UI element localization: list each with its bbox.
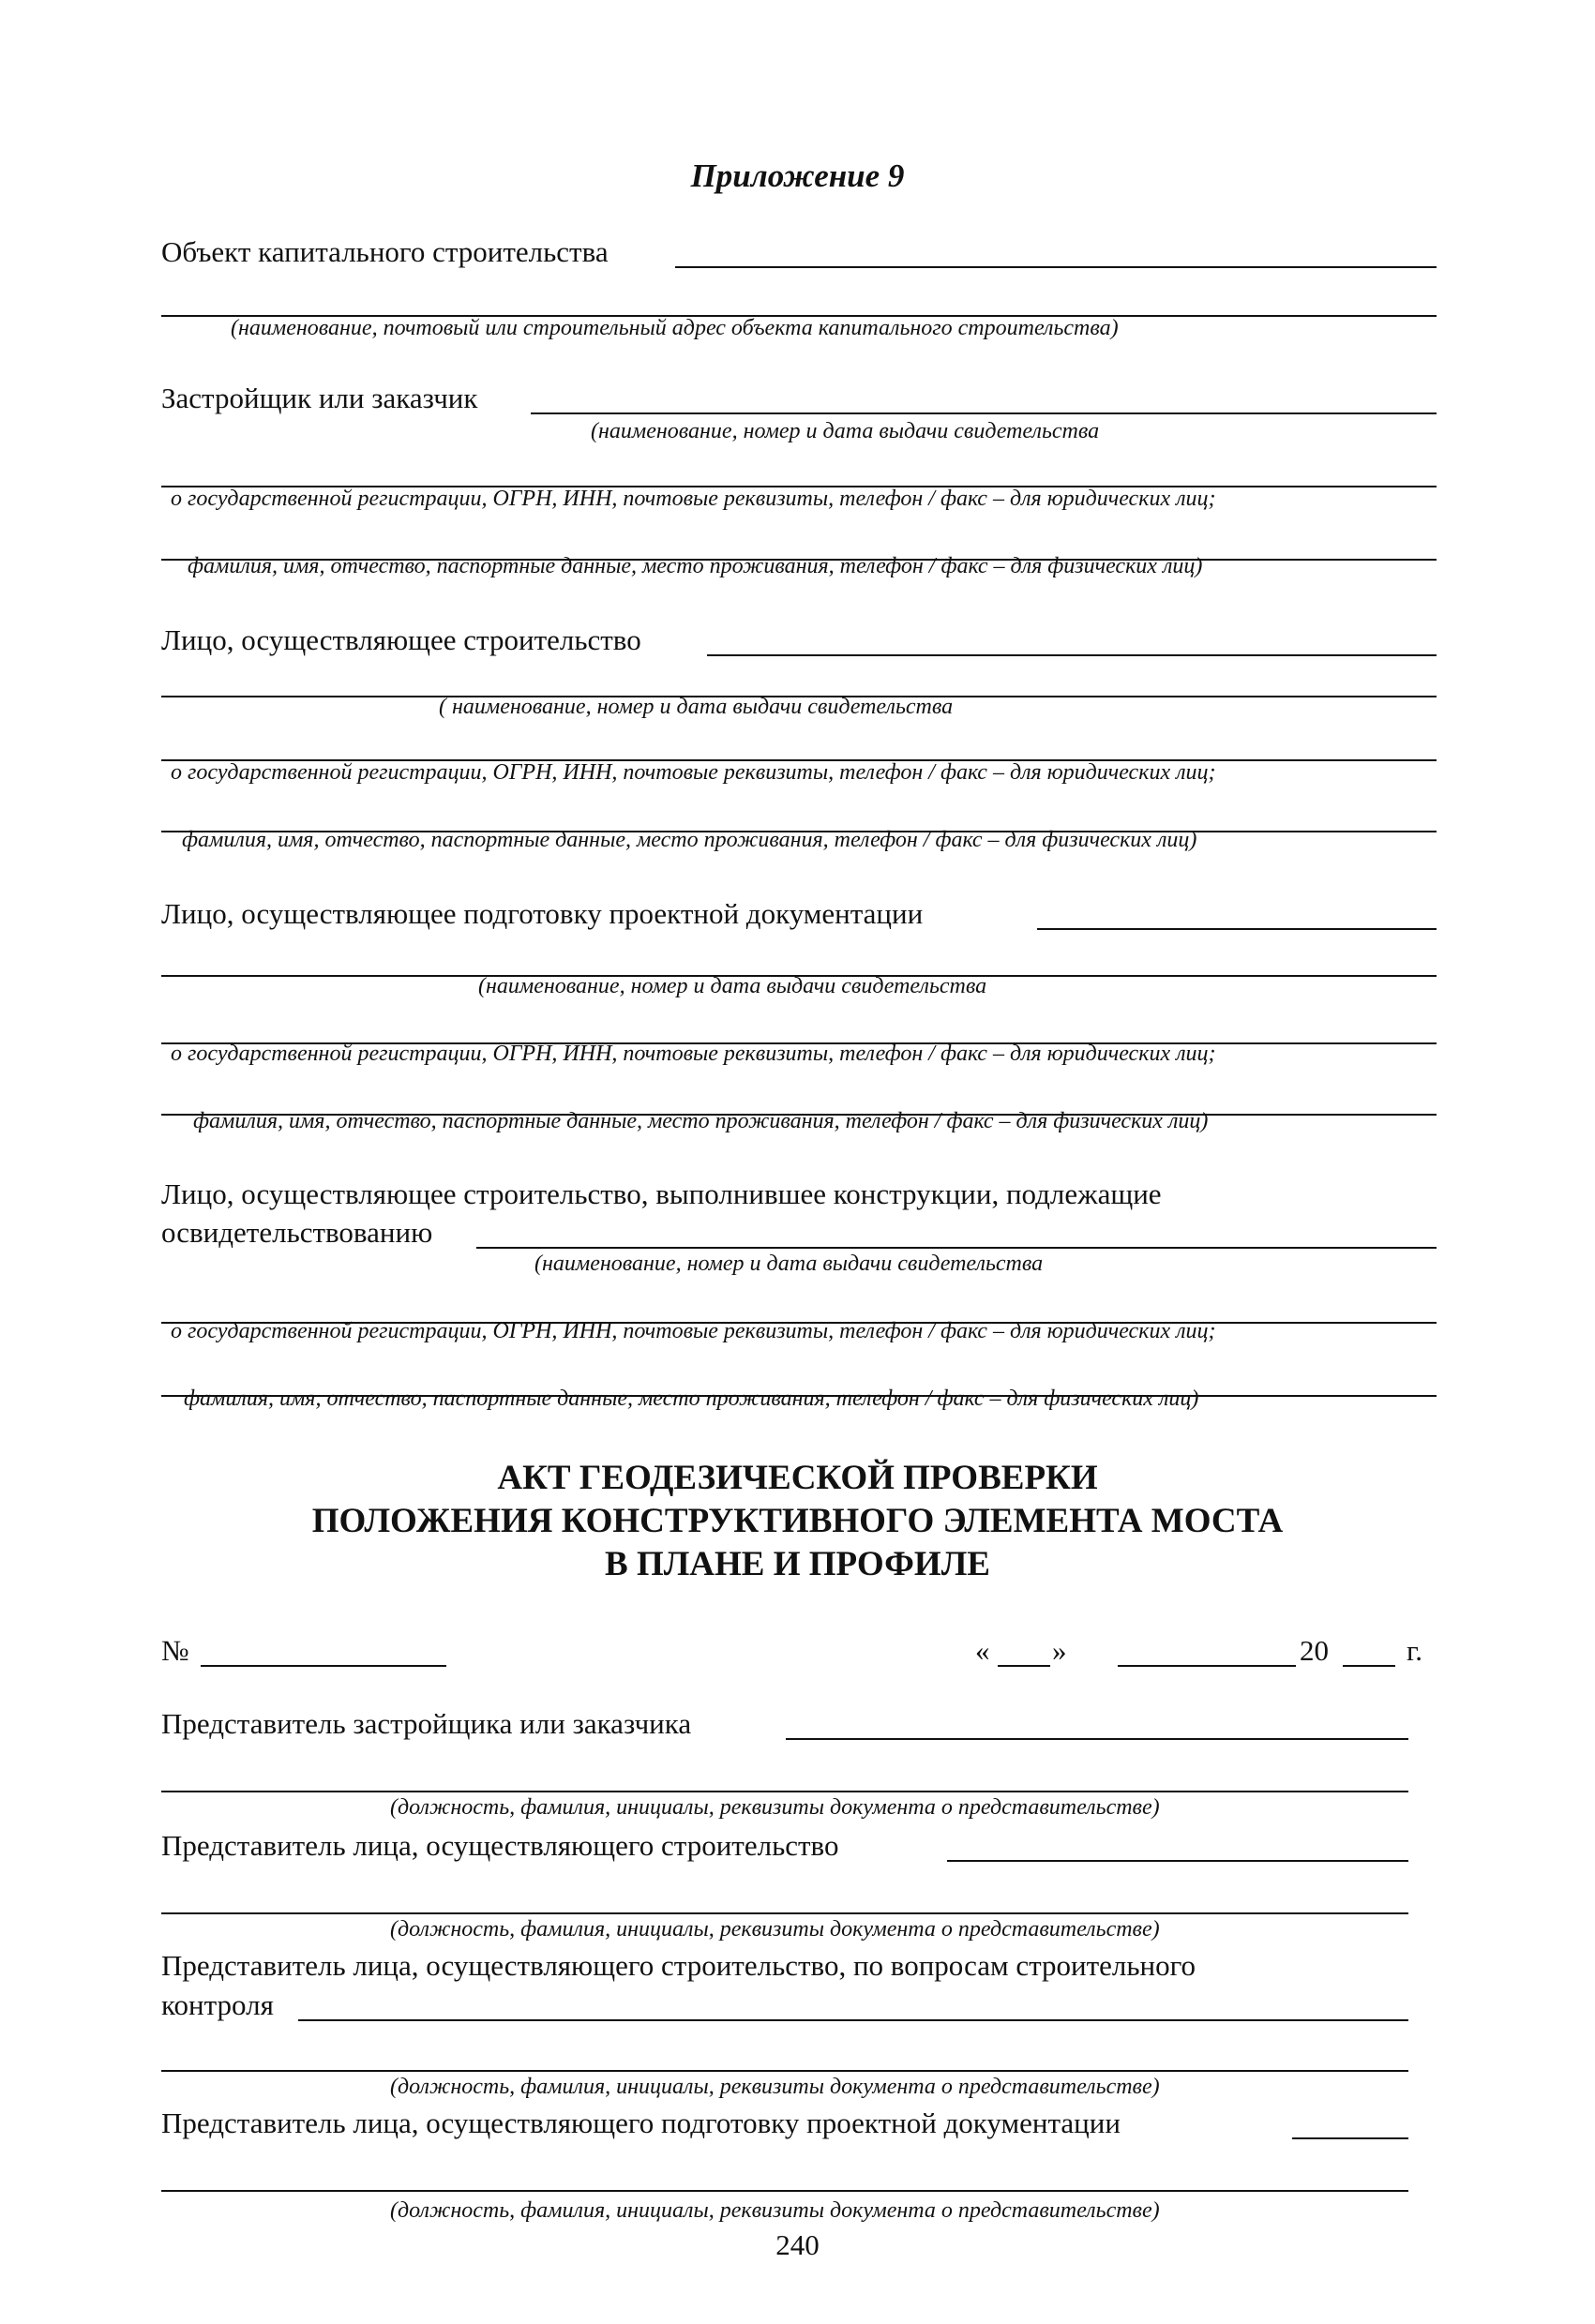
rep-builder-caption: (должность, фамилия, инициалы, реквизиты документа о представительстве) bbox=[390, 1917, 1160, 1942]
date-year-input[interactable] bbox=[1343, 1665, 1395, 1667]
executor-label-line1: Лицо, осуществляющее строительство, выполнившее конструкции, подлежащие bbox=[161, 1177, 1162, 1210]
rep-control-input[interactable] bbox=[298, 2019, 1408, 2021]
date-year-prefix: 20 bbox=[1300, 1634, 1329, 1667]
date-quote-close: » bbox=[1052, 1634, 1067, 1667]
object-caption: (наименование, почтовый или строительный адрес объекта капитального строительства) bbox=[231, 316, 1119, 340]
developer-label: Застройщик или заказчик bbox=[161, 382, 478, 414]
act-title-line3: В ПЛАНЕ И ПРОФИЛЕ bbox=[605, 1545, 990, 1583]
rep-developer-input-2[interactable] bbox=[161, 1791, 1408, 1792]
rep-builder-label: Представитель лица, осуществляющего строительство bbox=[161, 1829, 839, 1862]
designer-caption-1: (наименование, номер и дата выдачи свидетельства bbox=[478, 974, 987, 998]
appendix-title: Приложение 9 bbox=[690, 157, 905, 194]
executor-label-line2: освидетельствованию bbox=[161, 1216, 433, 1249]
date-year-suffix: г. bbox=[1407, 1634, 1422, 1667]
developer-input-line[interactable] bbox=[531, 412, 1437, 414]
object-input-line[interactable] bbox=[675, 266, 1437, 268]
developer-caption-3: фамилия, имя, отчество, паспортные данные, место проживания, телефон / факс – для физических лиц) bbox=[188, 554, 1203, 578]
rep-designer-input-2[interactable] bbox=[161, 2190, 1408, 2192]
act-title-line1: АКТ ГЕОДЕЗИЧЕСКОЙ ПРОВЕРКИ bbox=[497, 1459, 1098, 1497]
rep-control-caption: (должность, фамилия, инициалы, реквизиты документа о представительстве) bbox=[390, 2075, 1160, 2099]
builder-caption-2: о государственной регистрации, ОГРН, ИНН, почтовые реквизиты, телефон / факс – для юридических лиц; bbox=[171, 760, 1216, 785]
rep-designer-caption: (должность, фамилия, инициалы, реквизиты документа о представительстве) bbox=[390, 2198, 1160, 2223]
act-title-line2: ПОЛОЖЕНИЯ КОНСТРУКТИВНОГО ЭЛЕМЕНТА МОСТА bbox=[311, 1502, 1284, 1540]
act-number-sign: № bbox=[161, 1634, 189, 1667]
rep-control-label-line2: контроля bbox=[161, 1988, 274, 2021]
executor-caption-3: фамилия, имя, отчество, паспортные данные, место проживания, телефон / факс – для физических лиц) bbox=[184, 1387, 1199, 1411]
designer-input-line[interactable] bbox=[1037, 928, 1437, 930]
rep-developer-label: Представитель застройщика или заказчика bbox=[161, 1707, 692, 1740]
rep-designer-input[interactable] bbox=[1292, 2137, 1408, 2139]
executor-caption-2: о государственной регистрации, ОГРН, ИНН, почтовые реквизиты, телефон / факс – для юридических лиц; bbox=[171, 1319, 1216, 1343]
builder-label: Лицо, осуществляющее строительство bbox=[161, 623, 641, 656]
rep-builder-input-2[interactable] bbox=[161, 1912, 1408, 1914]
executor-caption-1: (наименование, номер и дата выдачи свидетельства bbox=[534, 1252, 1044, 1276]
date-quote-open: « bbox=[975, 1634, 990, 1667]
builder-caption-3: фамилия, имя, отчество, паспортные данные, место проживания, телефон / факс – для физических лиц) bbox=[182, 828, 1197, 852]
rep-control-input-2[interactable] bbox=[161, 2070, 1408, 2072]
rep-control-label-line1: Представитель лица, осуществляющего строительство, по вопросам строительного bbox=[161, 1949, 1196, 1982]
builder-input-line[interactable] bbox=[707, 654, 1437, 656]
designer-caption-2: о государственной регистрации, ОГРН, ИНН, почтовые реквизиты, телефон / факс – для юридических лиц; bbox=[171, 1042, 1216, 1066]
designer-caption-3: фамилия, имя, отчество, паспортные данные, место проживания, телефон / факс – для физических лиц) bbox=[193, 1109, 1209, 1133]
date-month-input[interactable] bbox=[1118, 1665, 1296, 1667]
developer-caption-1: (наименование, номер и дата выдачи свидетельства bbox=[591, 419, 1100, 443]
date-day-input[interactable] bbox=[998, 1665, 1050, 1667]
builder-caption-1: ( наименование, номер и дата выдачи свидетельства bbox=[439, 695, 954, 719]
rep-designer-label: Представитель лица, осуществляющего подготовку проектной документации bbox=[161, 2107, 1121, 2139]
act-number-input[interactable] bbox=[201, 1665, 446, 1667]
designer-label: Лицо, осуществляющее подготовку проектной документации bbox=[161, 897, 924, 930]
rep-developer-caption: (должность, фамилия, инициалы, реквизиты документа о представительстве) bbox=[390, 1795, 1160, 1820]
rep-builder-input[interactable] bbox=[947, 1860, 1408, 1862]
developer-caption-2: о государственной регистрации, ОГРН, ИНН, почтовые реквизиты, телефон / факс – для юридических лиц; bbox=[171, 487, 1216, 511]
rep-developer-input[interactable] bbox=[786, 1738, 1408, 1740]
executor-input-line[interactable] bbox=[476, 1247, 1437, 1249]
object-label: Объект капитального строительства bbox=[161, 235, 609, 268]
page-number: 240 bbox=[775, 2228, 820, 2261]
